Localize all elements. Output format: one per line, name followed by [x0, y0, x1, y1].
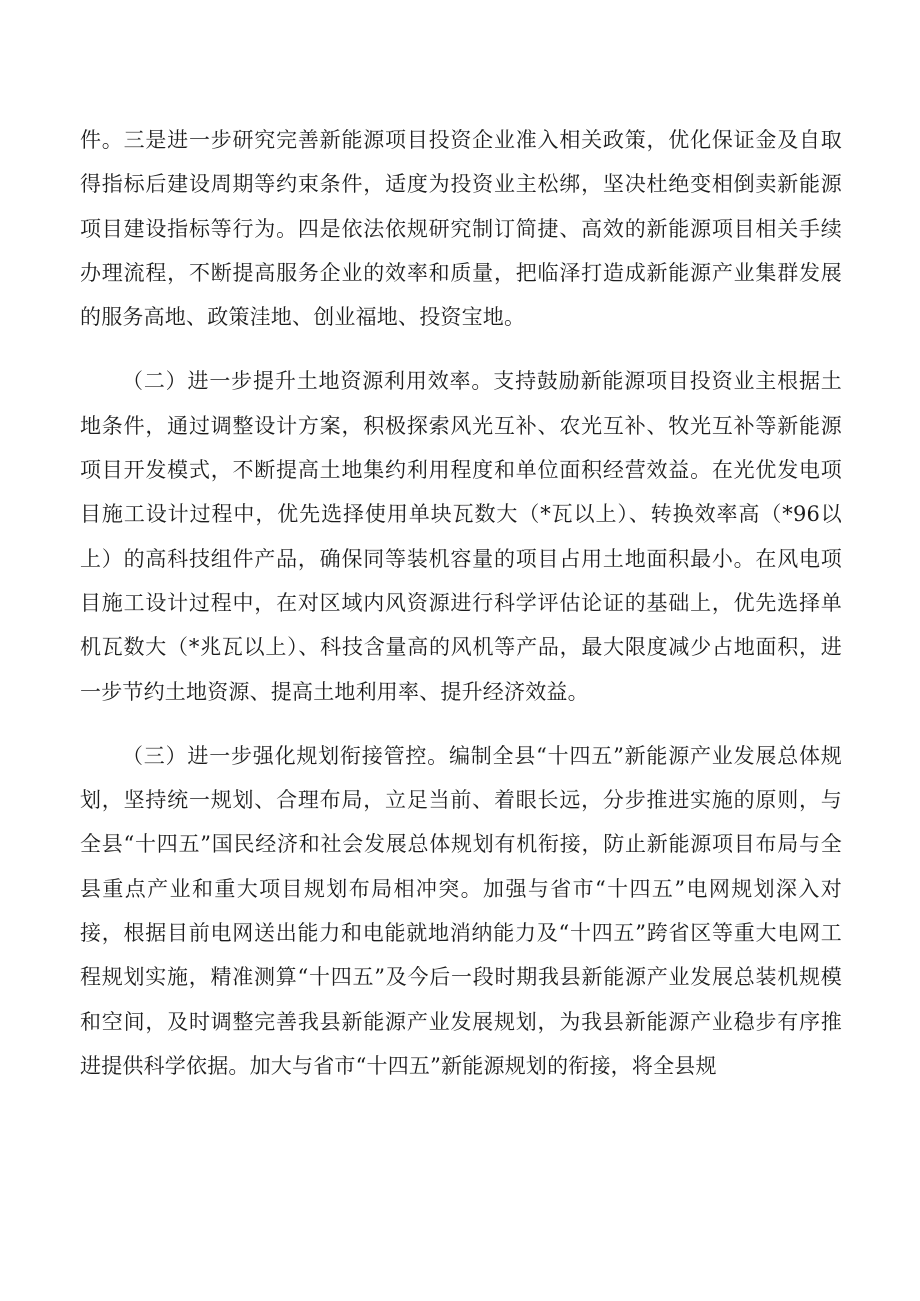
document-body	[80, 118, 842, 1088]
paragraph-section-3: （三）进一步强化规划衔接管控。编制全县“十四五”新能源产业发展总体规划，坚持统一规划、合理布局，立足当前、着眼长远，分步推进实施的原则，与全县“十四五”国民经济和社会发展总体规划有机衔接，防止新能源项目布局与全县重点产业和重大项目规划布局相冲突。加强与省市“十四五”电网规划深入对接，根据目前电网送出能力和电能就地消纳能力及“十四五”跨省区等重大电网工程规划实施，精准测算“十四五”及今后一段时期我县新能源产业发展总装机规模和空间，及时调整完善我县新能源产业发展规划，为我县新能源产业稳步有序推进提供科学依据。加大与省市“十四五”新能源规划的衔接，将全县规	[80, 743, 842, 1078]
paragraph-section-2: （二）进一步提升土地资源利用效率。支持鼓励新能源项目投资业主根据土地条件，通过调整设计方案，积极探索风光互补、农光互补、牧光互补等新能源项目开发模式，不断提高土地集约利用程度和单位面积经营效益。在光优发电项目施工设计过程中，优先选择使用单块瓦数大（*瓦以上）、转换效率高（*96以上）的高科技组件产品，确保同等装机容量的项目占用土地面积最小。在风电项目施工设计过程中，在对区域内风资源进行科学评估论证的基础上，优先选择单机瓦数大（*兆瓦以上）、科技含量高的风机等产品，最大限度减少占地面积，进一步节约土地资源、提高土地利用率、提升经济效益。	[80, 369, 842, 704]
paragraph-continued: 件。三是进一步研究完善新能源项目投资企业准入相关政策，优化保证金及自取得指标后建设周期等约束条件，适度为投资业主松绑，坚决杜绝变相倒卖新能源项目建设指标等行为。四是依法依规研究制订简捷、高效的新能源项目相关手续办理流程，不断提高服务企业的效率和质量，把临泽打造成新能源产业集群发展的服务高地、政策洼地、创业福地、投资宝地。	[80, 128, 842, 330]
